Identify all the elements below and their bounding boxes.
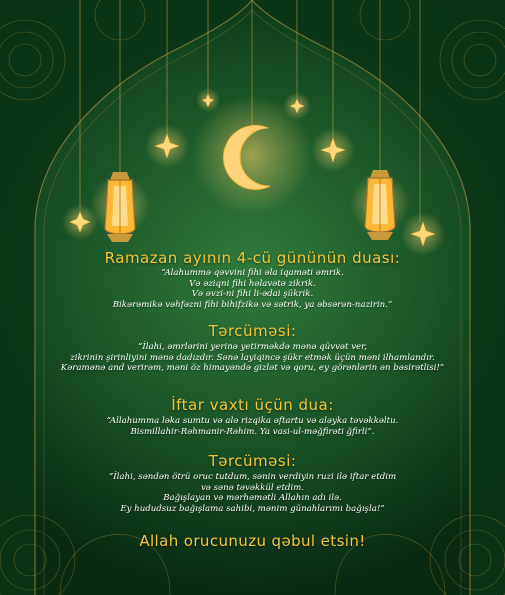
translation-title-1: Tərcüməsi: [208, 322, 297, 340]
translation-line: “İlahi, səndən ötrü oruc tutdum, sənin verdiyin ruzi ilə iftar etdim [108, 472, 397, 482]
dua-line: Bikərəmikə vəhfəzni fihi bihifzikə və sətrik, ya əbsərən-nazirin.” [112, 299, 393, 310]
translation-text-2 [10, 472, 495, 514]
dua-text [10, 268, 495, 310]
translation-title-2: Tərcüməsi: [208, 452, 297, 470]
dua-line: Və əziqni fihi həlavətə zikrik. [189, 278, 316, 289]
translation-text-1 [10, 342, 495, 374]
iftar-line: “Allahumma ləka sumtu və alə rizqika əftartu və aləyka təvəkkəltu. [106, 416, 399, 426]
translation-line: zikrinin şirinliyini mənə dadızdır. Sənə layiqincə şükr etmək üçün məni ilhamlandır. [70, 352, 435, 363]
translation-line: və sənə təvəkkül etdim. [200, 482, 305, 493]
iftar-line: Bismillahir-Rəhmanir-Rəhim. Ya vasi-ul-məğfirəti ğfirli”. [130, 426, 375, 437]
dua-line: Və əvzi-ni fihi li-ədai şükrik. [191, 289, 314, 300]
iftar-text [10, 416, 495, 437]
translation-line: Bağışlayan və mərhəmətli Allahın adı ilə. [163, 493, 342, 504]
dua-title: Ramazan ayının 4-cü gününün duası: [104, 249, 401, 267]
closing-greeting: Allah orucunuzu qəbul etsin! [139, 532, 366, 550]
dua-line: “Alahummə qəvvini fihi əla iqaməti əmrik. [161, 268, 344, 278]
translation-line: Ey hududsuz bağışlama sahibi, mənim günahlarımı bağışla!” [120, 503, 385, 514]
translation-line: Kəramənə and verirəm, məni öz himayəndə gizlət və qoru, ey görənlərin ən bəsirətlisi!” [60, 363, 445, 374]
translation-line: “İlahi, əmrlərini yerinə yetirməkdə mənə qüvvət ver, [137, 342, 368, 352]
iftar-title: İftar vaxtı üçün dua: [171, 396, 334, 414]
